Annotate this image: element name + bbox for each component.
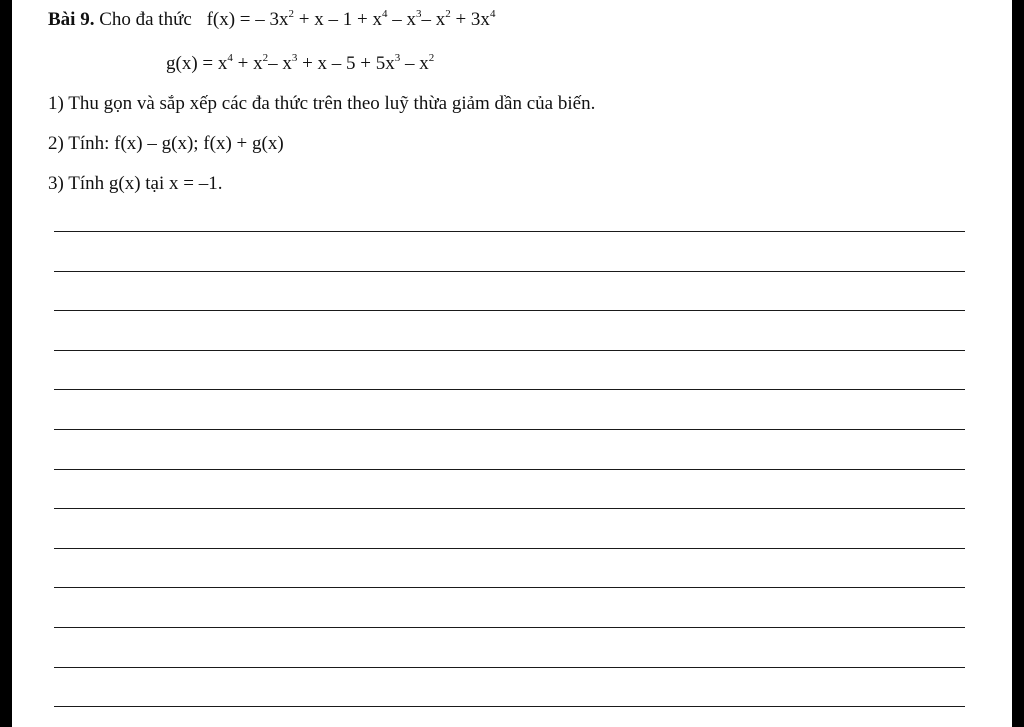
problem-label: Bài 9.: [48, 9, 95, 30]
g-term: + x – 5 + 5x: [297, 53, 395, 74]
f-term: – x: [421, 9, 446, 30]
f-term-exponent: 3: [415, 8, 422, 20]
answer-line: [54, 231, 965, 232]
answer-line: [54, 508, 965, 509]
g-term-exponent: 3: [291, 52, 298, 64]
g-term: – x: [400, 53, 429, 74]
answer-line: [54, 389, 965, 390]
problem-heading: [48, 9, 495, 31]
task-1: 1) Thu gọn và sắp xếp các đa thức trên theo luỹ thừa giảm dần của biến.: [48, 93, 596, 114]
answer-line: [54, 271, 965, 272]
g-definition: [166, 53, 434, 75]
g-term-exponent: 3: [394, 52, 401, 64]
answer-line: [54, 667, 965, 668]
g-lhs: g(x) =: [166, 53, 218, 74]
answer-line: [54, 706, 965, 707]
f-term-exponent: 2: [445, 8, 451, 20]
answer-line: [54, 469, 965, 470]
f-term: + x – 1 + x: [294, 9, 382, 30]
f-term-exponent: 4: [381, 8, 388, 20]
g-term-exponent: 4: [227, 52, 233, 64]
worksheet-page: [12, 0, 1012, 727]
f-term-exponent: 4: [489, 8, 496, 20]
f-definition: [207, 9, 496, 30]
answer-line: [54, 310, 965, 311]
f-term: – 3x: [255, 9, 289, 30]
problem-intro: Cho đa thức: [99, 9, 192, 30]
f-term: + 3x: [450, 9, 490, 30]
g-term: + x: [232, 53, 263, 74]
answer-line: [54, 627, 965, 628]
f-term: – x: [387, 9, 416, 30]
task-2: 2) Tính: f(x) – g(x); f(x) + g(x): [48, 133, 284, 154]
answer-line: [54, 350, 965, 351]
g-term: – x: [268, 53, 292, 74]
answer-line: [54, 429, 965, 430]
f-lhs: f(x) =: [206, 9, 256, 30]
g-term-exponent: 2: [262, 52, 269, 64]
g-term: x: [217, 53, 228, 74]
g-term-exponent: 2: [428, 52, 435, 64]
task-3: 3) Tính g(x) tại x = –1.: [48, 173, 223, 194]
f-term-exponent: 2: [288, 8, 295, 20]
answer-line: [54, 548, 965, 549]
answer-line: [54, 587, 965, 588]
